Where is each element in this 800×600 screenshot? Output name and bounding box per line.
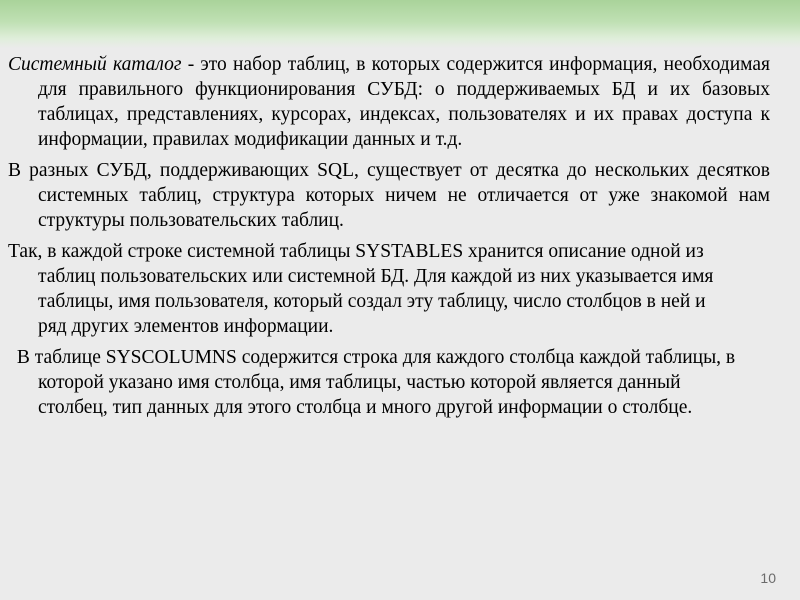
paragraph-syscolumns <box>8 345 738 420</box>
paragraph-text: Так, в каждой строке системной таблицы SYSTABLES хранится описание одной из таблиц пользовательских или системной БД. Для каждой из них указывается имя таблицы, имя пользователя, который создал эту таблицу, число столбцов в ней и ряд других элементов информации. <box>8 241 714 337</box>
paragraph-systables <box>8 239 718 339</box>
page-number: 10 <box>760 570 776 586</box>
paragraph-text: В разных СУБД, поддерживающих SQL, существует от десятка до нескольких десятков системных таблиц, структура которых ничем не отличается от уже знакомой нам структуры пользовательских таблиц. <box>8 160 770 231</box>
paragraph-text: - это набор таблиц, в которых содержится информация, необходимая для правильного функционирования СУБД: о поддерживаемых БД и их базовых таблицах, представлениях, курсорах, индексах, пользователях и их правах доступа к информации, правилах модификации данных и т.д. <box>38 54 770 150</box>
paragraph-sql-system-tables <box>8 158 770 233</box>
header-band <box>0 0 800 48</box>
slide-content <box>8 52 770 426</box>
paragraph-system-catalog <box>8 52 770 152</box>
term-system-catalog: Системный каталог <box>8 54 182 75</box>
paragraph-text: В таблице SYSCOLUMNS содержится строка для каждого столбца каждой таблицы, в которой указано имя столбца, имя таблицы, частью которой является данный столбец, тип данных для этого столбца и много другой информации о столбце. <box>16 347 736 418</box>
